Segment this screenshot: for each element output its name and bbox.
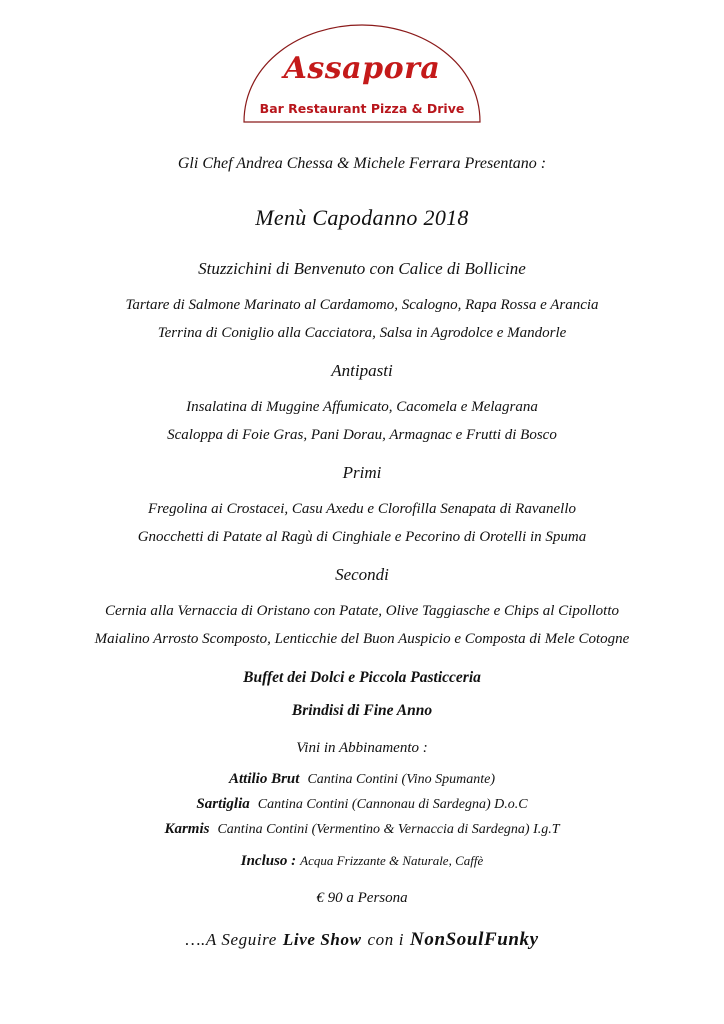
price-line: € 90 a Persona bbox=[316, 890, 408, 906]
restaurant-logo bbox=[241, 23, 483, 124]
menu-item: Cernia alla Vernaccia di Oristano con Patate, Olive Taggiasche e Chips al Cipollotto bbox=[105, 603, 619, 619]
included-line bbox=[0, 852, 724, 870]
wine-description: Cantina Contini (Cannonau di Sardegna) D.o.C bbox=[257, 797, 528, 812]
wine-row bbox=[0, 820, 724, 838]
show-prefix: ….A Seguire bbox=[185, 930, 277, 949]
menu-item: Gnocchetti di Patate al Ragù di Cinghiale e Pecorino di Orotelli in Spuma bbox=[137, 529, 587, 545]
menu-item: Insalatina di Muggine Affumicato, Cacomela e Melagrana bbox=[186, 399, 538, 415]
band-name: NonSoulFunky bbox=[410, 929, 539, 950]
included-label: Incluso : bbox=[240, 853, 297, 869]
menu-item: Fregolina ai Crostacei, Casu Axedu e Clorofilla Senapata di Ravanello bbox=[147, 501, 576, 517]
show-con-i: con i bbox=[367, 930, 405, 949]
logo-name: Assapora bbox=[283, 51, 441, 86]
toast-line: Brindisi di Fine Anno bbox=[291, 702, 433, 719]
secondi-heading: Secondi bbox=[335, 565, 389, 584]
wines-heading: Vini in Abbinamento : bbox=[296, 740, 428, 756]
menu-title: Menù Capodanno 2018 bbox=[255, 205, 469, 230]
wine-name: Karmis bbox=[164, 821, 210, 837]
menu-item: Terrina di Coniglio alla Cacciatora, Salsa in Agrodolce e Mandorle bbox=[157, 325, 567, 341]
wine-description: Cantina Contini (Vermentino & Vernaccia di Sardegna) I.g.T bbox=[217, 822, 560, 837]
live-show-line bbox=[0, 929, 724, 951]
wine-description: Cantina Contini (Vino Spumante) bbox=[307, 772, 496, 787]
included-text: Acqua Frizzante & Naturale, Caffè bbox=[300, 853, 484, 868]
live-show-label: Live Show bbox=[282, 930, 362, 949]
logo-tagline: Bar Restaurant Pizza & Drive bbox=[259, 101, 465, 116]
menu-item: Scaloppa di Foie Gras, Pani Dorau, Armagnac e Frutti di Bosco bbox=[167, 427, 557, 443]
menu-item: Tartare di Salmone Marinato al Cardamomo, Scalogno, Rapa Rossa e Arancia bbox=[125, 297, 599, 313]
wine-name: Attilio Brut bbox=[228, 771, 300, 787]
menu-item: Maialino Arrosto Scomposto, Lenticchie del Buon Auspicio e Composta di Mele Cotogne bbox=[94, 631, 630, 647]
dessert-line: Buffet dei Dolci e Piccola Pasticceria bbox=[243, 669, 481, 686]
welcome-heading: Stuzzichini di Benvenuto con Calice di Bollicine bbox=[198, 259, 526, 278]
wine-name: Sartiglia bbox=[196, 796, 250, 812]
antipasti-heading: Antipasti bbox=[331, 361, 393, 380]
chefs-presenter-line: Gli Chef Andrea Chessa & Michele Ferrara Presentano : bbox=[177, 155, 547, 172]
primi-heading: Primi bbox=[342, 463, 382, 482]
wine-row bbox=[0, 770, 724, 788]
wine-row bbox=[0, 795, 724, 813]
